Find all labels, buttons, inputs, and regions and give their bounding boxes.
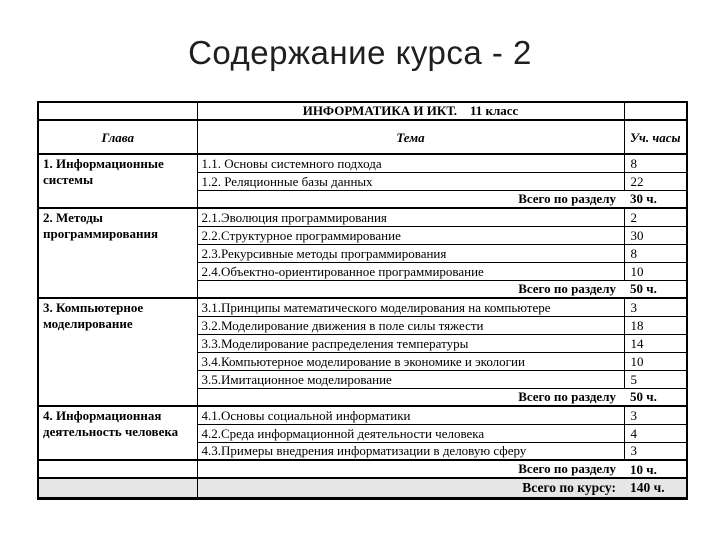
hours-cell: 5	[624, 370, 687, 388]
hours-cell: 3	[624, 298, 687, 316]
topic-cell: 4.3.Примеры внедрения информатизации в деловую сферу	[197, 442, 624, 460]
table-row	[38, 120, 687, 154]
hours-cell: 14	[624, 334, 687, 352]
hours-cell: 4	[624, 424, 687, 442]
hours-cell: 10	[624, 262, 687, 280]
table-row	[38, 154, 687, 172]
slide-title: Содержание курса - 2	[188, 34, 532, 71]
course-total-hours: 140 ч.	[624, 478, 687, 498]
table-row	[38, 208, 687, 226]
hours-cell: 22	[624, 172, 687, 190]
blank-cell	[38, 102, 197, 120]
chapter-cell: 3. Компьютерное моделирование	[38, 298, 197, 406]
course-header-cell: ИНФОРМАТИКА И ИКТ. 11 класс	[197, 102, 624, 120]
blank-cell	[624, 102, 687, 120]
table-row	[38, 102, 687, 120]
hours-cell: 3	[624, 442, 687, 460]
section-total-hours: 50 ч.	[624, 280, 687, 298]
section-total-hours: 50 ч.	[624, 388, 687, 406]
course-total-label: Всего по курсу:	[197, 478, 624, 498]
topic-cell: 2.2.Структурное программирование	[197, 226, 624, 244]
topic-cell: 2.1.Эволюция программирования	[197, 208, 624, 226]
table-row	[38, 460, 687, 478]
hours-cell: 30	[624, 226, 687, 244]
chapter-cell: 2. Методы программирования	[38, 208, 197, 298]
table-row	[38, 406, 687, 424]
hours-cell: 10	[624, 352, 687, 370]
blank-cell	[38, 460, 197, 478]
topic-cell: 3.5.Имитационное моделирование	[197, 370, 624, 388]
section-total-label: Всего по разделу	[197, 388, 624, 406]
section-total-label: Всего по разделу	[197, 280, 624, 298]
hours-column-header: Уч. часы	[624, 120, 687, 154]
section-total-hours: 10 ч.	[624, 460, 687, 478]
hours-cell: 3	[624, 406, 687, 424]
section-total-label: Всего по разделу	[197, 460, 624, 478]
topic-cell: 4.2.Среда информационной деятельности человека	[197, 424, 624, 442]
topic-cell: 3.2.Моделирование движения в поле силы тяжести	[197, 316, 624, 334]
topic-column-header: Тема	[197, 120, 624, 154]
hours-cell: 2	[624, 208, 687, 226]
table-row	[38, 298, 687, 316]
blank-cell	[38, 478, 197, 498]
course-table-body	[38, 154, 687, 498]
chapter-cell: 1. Информационные системы	[38, 154, 197, 208]
topic-cell: 3.4.Компьютерное моделирование в экономике и экологии	[197, 352, 624, 370]
hours-cell: 18	[624, 316, 687, 334]
table-row	[38, 478, 687, 498]
topic-cell: 1.2. Реляционные базы данных	[197, 172, 624, 190]
section-total-label: Всего по разделу	[197, 190, 624, 208]
topic-cell: 3.1.Принципы математического моделирования на компьютере	[197, 298, 624, 316]
topic-cell: 2.4.Объектно-ориентированное программирование	[197, 262, 624, 280]
chapter-column-header: Глава	[38, 120, 197, 154]
topic-cell: 4.1.Основы социальной информатики	[197, 406, 624, 424]
hours-cell: 8	[624, 154, 687, 172]
topic-cell: 2.3.Рекурсивные методы программирования	[197, 244, 624, 262]
section-total-hours: 30 ч.	[624, 190, 687, 208]
topic-cell: 3.3.Моделирование распределения температуры	[197, 334, 624, 352]
course-table-container	[37, 101, 688, 500]
course-table	[37, 101, 688, 500]
hours-cell: 8	[624, 244, 687, 262]
chapter-cell: 4. Информационная деятельность человека	[38, 406, 197, 460]
topic-cell: 1.1. Основы системного подхода	[197, 154, 624, 172]
